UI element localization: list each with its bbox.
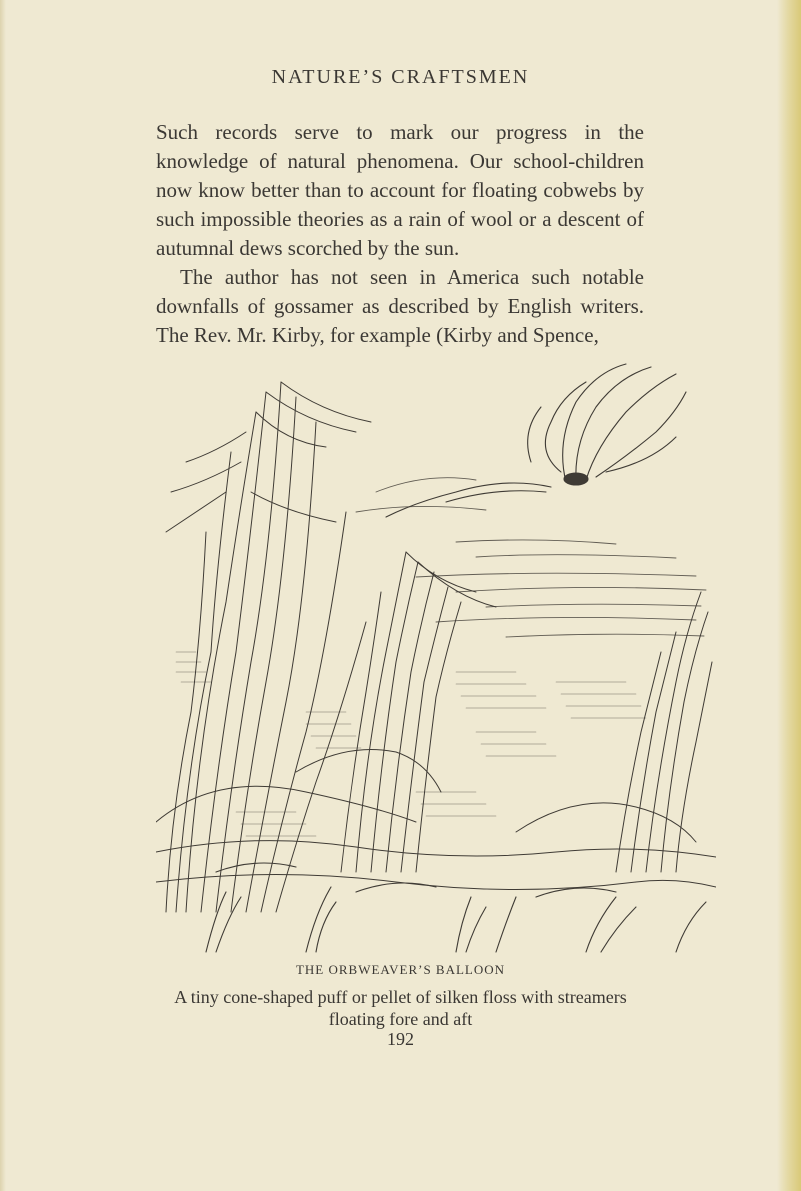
ground-mounds [156, 750, 716, 890]
figure-caption-description [0, 986, 801, 1030]
grass-clump-left [166, 382, 371, 912]
page-number: 192 [387, 1029, 414, 1049]
orbweaver-balloon-illustration [156, 352, 716, 957]
figure-caption-title: THE ORBWEAVER’S BALLOON [295, 962, 506, 977]
silk-balloon [386, 364, 686, 517]
running-head: NATURE’S CRAFTSMEN [271, 66, 530, 88]
grass-clump-middle [341, 552, 496, 872]
figure-caption-line-2: floating fore and aft [328, 1009, 473, 1029]
hatching [176, 652, 646, 836]
foreground-weeds [206, 863, 706, 952]
sky-streaks [356, 478, 706, 637]
figure-caption-line-1: A tiny cone-shaped puff or pellet of silken floss with streamers [174, 987, 627, 1007]
body-text [156, 118, 644, 350]
paragraph-1: Such records serve to mark our progress in the knowledge of natural phenomena. Our school-children now know better than to account for floating cobwebs by such impossible theories as a rain of wool or a descent of autumnal dews scorched by the sun. [156, 120, 644, 260]
paragraph-2: The author has not seen in America such notable downfalls of gossamer as described by English writers. The Rev. Mr. Kirby, for example (Kirby and Spence, [156, 265, 644, 347]
